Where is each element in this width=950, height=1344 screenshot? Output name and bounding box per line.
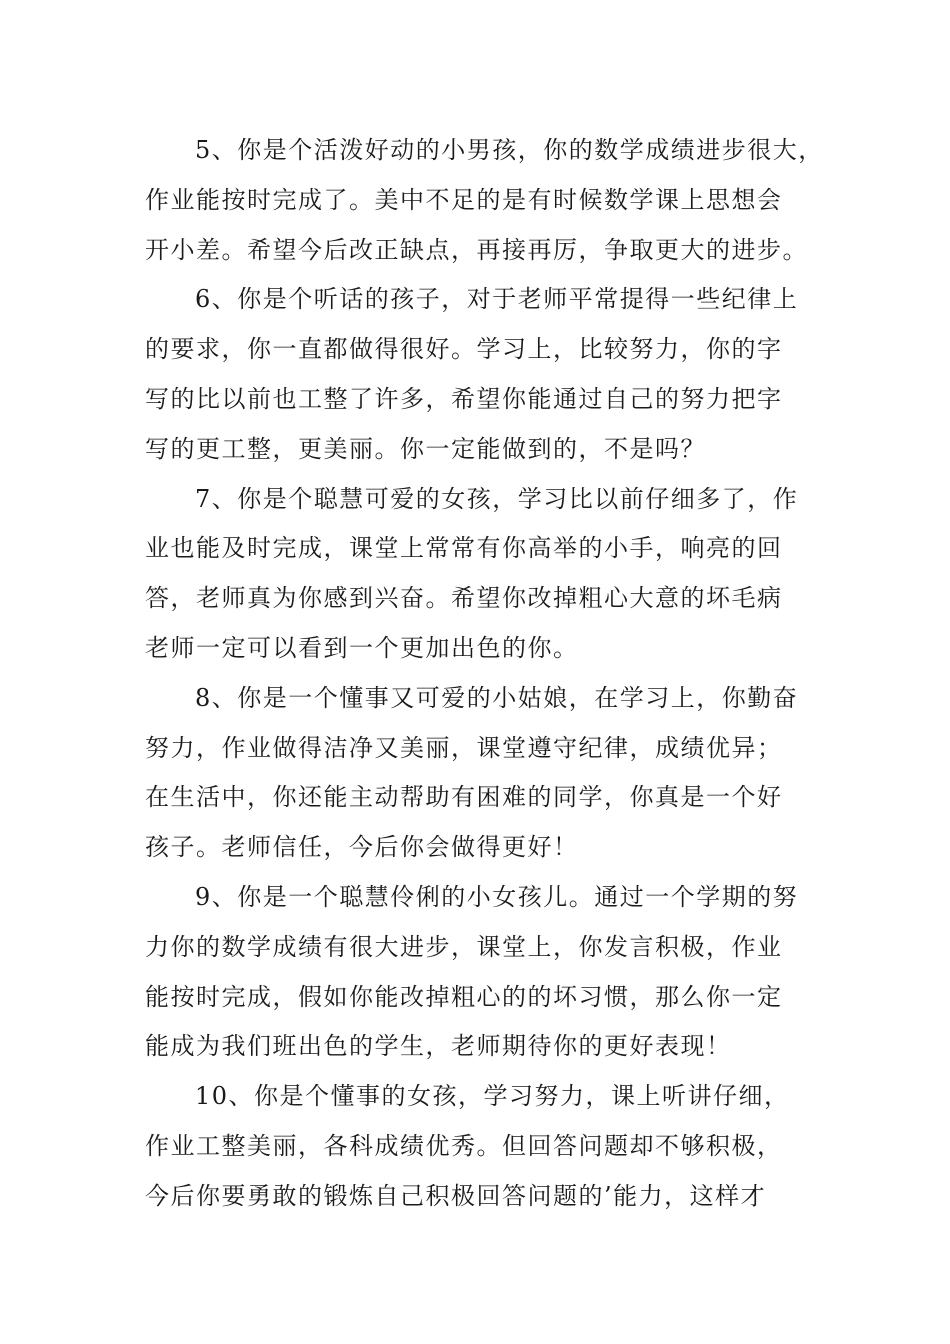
text-line: 写的比以前也工整了许多，希望你能通过自己的努力把字 [145, 384, 783, 413]
text-line: 业也能及时完成，课堂上常常有你高举的小手，响亮的回 [145, 534, 783, 563]
text-line: 能按时完成，假如你能改掉粗心的的坏习惯，那么你一定 [145, 982, 783, 1011]
text-line: 孩子。老师信任，今后你会做得更好！ [145, 833, 579, 862]
text-line: 6、你是个听话的孩子，对于老师平常提得一些纪律上 [195, 285, 799, 314]
text-line: 5、你是个活泼好动的小男孩，你的数学成绩进步很大， [195, 136, 824, 164]
text-line: 7、你是个聪慧可爱的女孩，学习比以前仔细多了，作 [195, 484, 799, 513]
paragraph-8 [145, 674, 815, 873]
text-line: 开小差。希望今后改正缺点，再接再厉，争取更大的进步。 [145, 235, 808, 264]
text-line: 努力，作业做得洁净又美丽，课堂遵守纪律，成绩优异； [145, 733, 783, 762]
paragraph-9 [145, 873, 815, 1072]
text-line: 作业能按时完成了。美中不足的是有时候数学课上思想会 [145, 185, 783, 214]
text-line: 10、你是个懂事的女孩，学习努力，课上听讲仔细， [195, 1082, 790, 1111]
text-line: 的要求，你一直都做得很好。学习上，比较努力，你的字 [145, 335, 783, 364]
text-line: 在生活中，你还能主动帮助有困难的同学，你真是一个好 [145, 783, 783, 812]
text-line: 老师一定可以看到一个更加出色的你。 [145, 633, 579, 662]
document-body [145, 126, 824, 1222]
text-line: 作业工整美丽，各科成绩优秀。但回答问题却不够积极， [145, 1131, 783, 1160]
text-line: 9、你是一个聪慧伶俐的小女孩儿。通过一个学期的努 [195, 882, 799, 911]
paragraph-5 [145, 126, 824, 275]
text-line: 能成为我们班出色的学生，老师期待你的更好表现！ [145, 1032, 732, 1061]
paragraph-7 [145, 475, 815, 674]
text-line: 答，老师真为你感到兴奋。希望你改掉粗心大意的坏毛病 [145, 584, 783, 613]
paragraph-10 [145, 1072, 815, 1221]
text-line: 8、你是一个懂事又可爱的小姑娘，在学习上，你勤奋 [195, 683, 799, 712]
text-line: 今后你要勇敢的锻炼自己积极回答问题的’能力，这样才 [145, 1181, 767, 1210]
text-line: 力你的数学成绩有很大进步，课堂上，你发言积极，作业 [145, 932, 783, 961]
text-line: 写的更工整，更美丽。你一定能做到的，不是吗？ [145, 434, 706, 463]
paragraph-6 [145, 275, 815, 474]
